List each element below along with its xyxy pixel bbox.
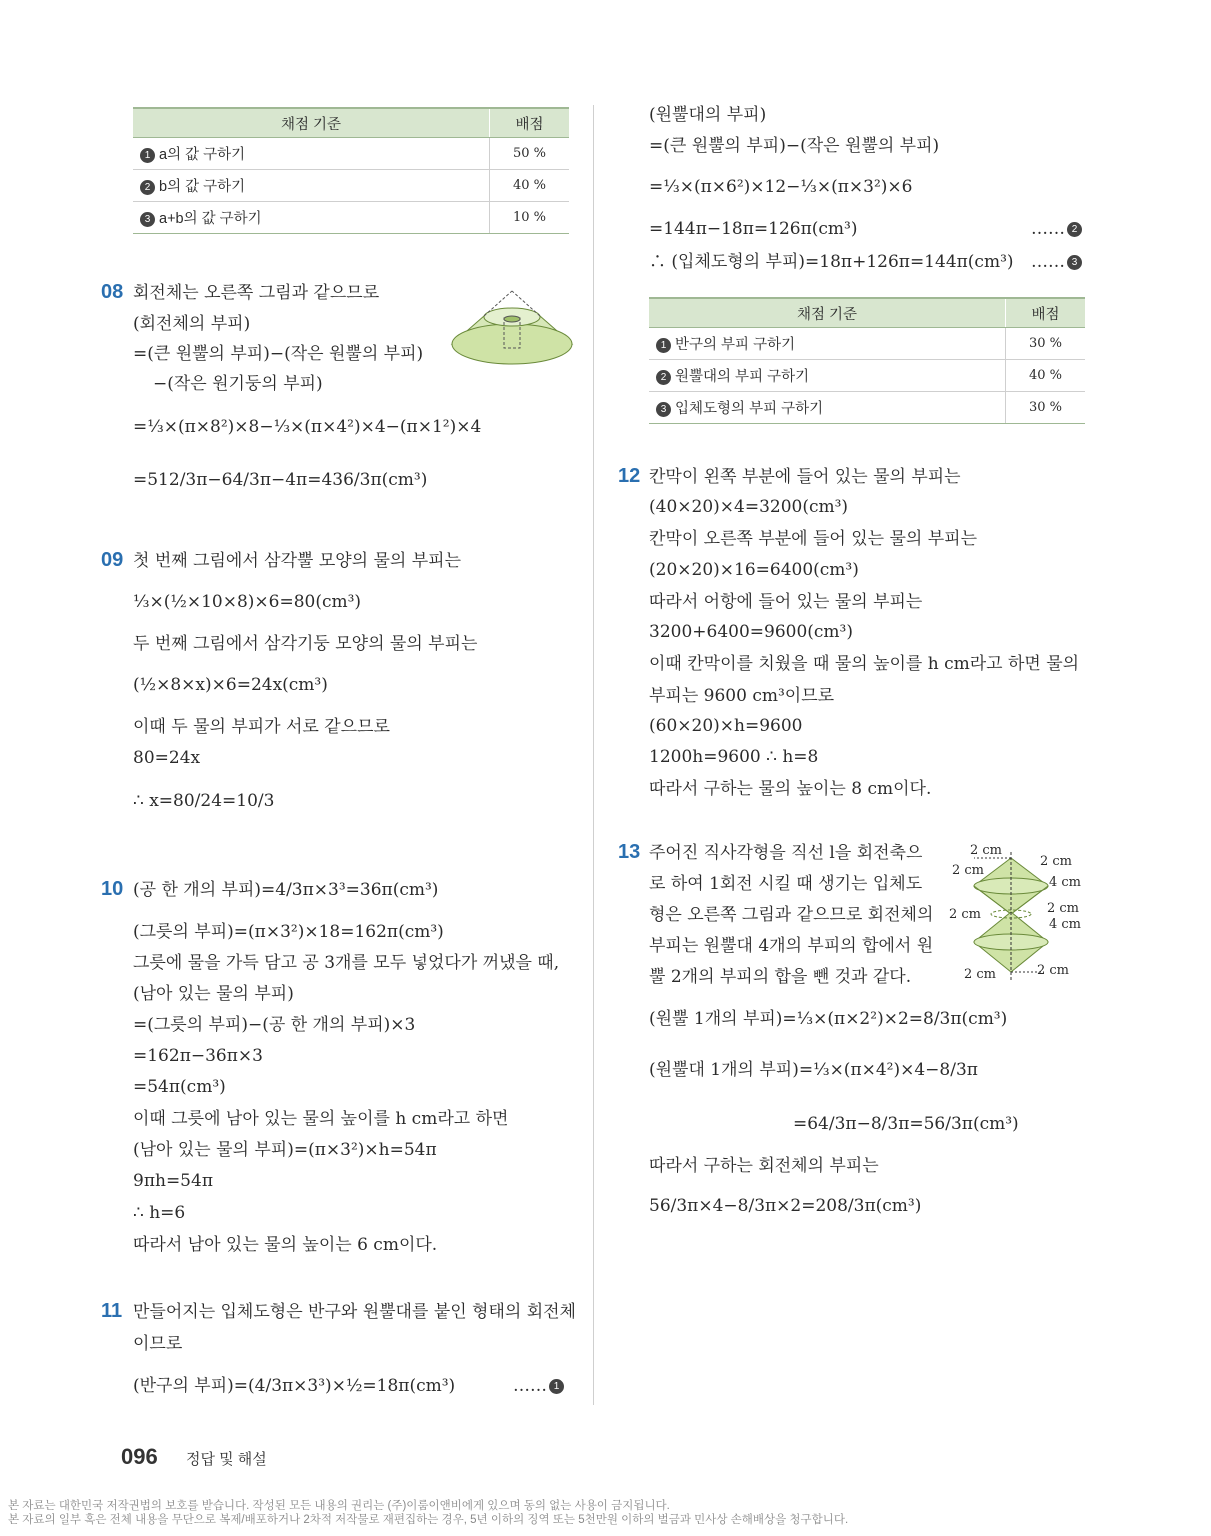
p10-line: =162π−36π×3	[133, 1046, 263, 1066]
copyright-notice-1: 본 자료는 대한민국 저작권법의 보호를 받습니다. 작성된 모든 내용의 권리는 (주)이룸이앤비에게 있으며 동의 없는 사용이 금지됩니다.	[8, 1500, 670, 1512]
p11-line: =⅓×(π×6²)×12−⅓×(π×3²)×6	[649, 177, 913, 197]
p08-line: =(큰 원뿔의 부피)−(작은 원뿔의 부피)	[133, 344, 424, 364]
fig13-label: 2 cm	[1047, 901, 1080, 916]
p13-line: =64/3π−8/3π=56/3π(cm³)	[793, 1114, 1019, 1134]
p13-line: (원뿔대 1개의 부피)=⅓×(π×4²)×4−8/3π	[649, 1060, 978, 1080]
p11-line: =(큰 원뿔의 부피)−(작은 원뿔의 부피)	[649, 136, 940, 156]
p12-line: 칸막이 오른쪽 부분에 들어 있는 물의 부피는	[649, 529, 978, 549]
p13-line: 형은 오른쪽 그림과 같으므로 회전체의	[649, 905, 934, 925]
fig13-label: 4 cm	[1049, 917, 1082, 932]
p10-line: =(그릇의 부피)−(공 한 개의 부피)×3	[133, 1015, 416, 1035]
p09-line: 첫 번째 그림에서 삼각뿔 모양의 물의 부피는	[133, 551, 462, 571]
p10-line: 9πh=54π	[133, 1171, 213, 1191]
solid-of-revolution-figure-08	[450, 288, 574, 372]
p10-line: 그릇에 물을 가득 담고 공 3개를 모두 넣었다가 꺼냈을 때,	[133, 953, 560, 973]
p10-line: (남아 있는 물의 부피)	[133, 984, 294, 1004]
fig13-label: 2 cm	[952, 863, 985, 878]
p09-line: ∴ x=80/24=10/3	[133, 791, 275, 811]
p12-line: 1200h=9600 ∴ h=8	[649, 747, 819, 767]
table-head-criteria: 채점 기준	[133, 108, 490, 138]
p08-line: (회전체의 부피)	[133, 314, 251, 334]
table-row: 1 반구의 부피 구하기 30 %	[649, 328, 1085, 360]
table-head-criteria: 채점 기준	[649, 298, 1006, 328]
p08-line: =512/3π−64/3π−4π=436/3π(cm³)	[133, 470, 428, 490]
p11-line: =144π−18π=126π(cm³)	[649, 219, 858, 239]
p09-line: ⅓×(½×10×8)×6=80(cm³)	[133, 592, 362, 612]
problem-number-13: 13	[618, 841, 641, 863]
page-number: 096	[121, 1444, 158, 1469]
p13-line: 따라서 구하는 회전체의 부피는	[649, 1156, 879, 1176]
p13-line: 56/3π×4−8/3π×2=208/3π(cm³)	[649, 1196, 922, 1216]
p09-line: 두 번째 그림에서 삼각기둥 모양의 물의 부피는	[133, 634, 478, 654]
p12-line: 따라서 구하는 물의 높이는 8 cm이다.	[649, 779, 932, 799]
p11-mark-1: …… 1	[513, 1374, 568, 1398]
p10-line: (공 한 개의 부피)=4/3π×3³=36π(cm³)	[133, 880, 439, 900]
p12-line: 따라서 어항에 들어 있는 물의 부피는	[649, 592, 923, 612]
problem-number-09: 09	[101, 549, 124, 571]
p12-line: 3200+6400=9600(cm³)	[649, 622, 853, 642]
table-row: 3 a+b의 값 구하기 10 %	[133, 202, 569, 234]
scoring-table-1	[133, 107, 569, 234]
p11-line: 만들어지는 입체도형은 반구와 원뿔대를 붙인 형태의 회전체	[133, 1302, 576, 1322]
problem-number-11: 11	[101, 1300, 123, 1322]
fig13-label: 2 cm	[949, 907, 982, 922]
fig13-label: 2 cm	[1037, 963, 1070, 978]
scoring-table-2	[649, 297, 1085, 424]
table-row: 2 원뿔대의 부피 구하기 40 %	[649, 360, 1085, 392]
p13-line: 주어진 직사각형을 직선 l을 회전축으	[649, 843, 923, 863]
p11-mark-2: …… 2	[1031, 217, 1086, 241]
p12-line: (40×20)×4=3200(cm³)	[649, 497, 849, 517]
p12-line: 이때 칸막이를 치웠을 때 물의 높이를 h cm라고 하면 물의	[649, 654, 1080, 674]
p08-line: 회전체는 오른쪽 그림과 같으므로	[133, 283, 380, 303]
p10-line: (그릇의 부피)=(π×3²)×18=162π(cm³)	[133, 922, 444, 942]
p10-line: =54π(cm³)	[133, 1077, 226, 1097]
p11-line: 이므로	[133, 1334, 183, 1354]
problem-number-12: 12	[618, 465, 641, 487]
p10-line: ∴ h=6	[133, 1203, 186, 1223]
problem-number-10: 10	[101, 878, 124, 900]
table-row: 2 b의 값 구하기 40 %	[133, 170, 569, 202]
p11-line: (반구의 부피)=(4/3π×3³)×½=18π(cm³)	[133, 1376, 456, 1396]
p11-line: ∴ (입체도형의 부피)=18π+126π=144π(cm³)	[649, 252, 1014, 272]
table-head-points: 배점	[1006, 298, 1086, 328]
table-head-points: 배점	[490, 108, 570, 138]
column-divider	[593, 105, 594, 1405]
table-row: 3 입체도형의 부피 구하기 30 %	[649, 392, 1085, 424]
p12-line: 부피는 9600 cm³이므로	[649, 686, 835, 706]
p10-line: (남아 있는 물의 부피)=(π×3²)×h=54π	[133, 1140, 437, 1160]
p12-line: (20×20)×16=6400(cm³)	[649, 560, 859, 580]
problem-number-08: 08	[101, 281, 124, 303]
p10-line: 따라서 남아 있는 물의 높이는 6 cm이다.	[133, 1235, 438, 1255]
p08-line: =⅓×(π×8²)×8−⅓×(π×4²)×4−(π×1²)×4	[133, 417, 482, 437]
p13-line: 부피는 원뿔대 4개의 부피의 합에서 원	[649, 936, 934, 956]
p13-line: 로 하여 1회전 시킬 때 생기는 입체도	[649, 874, 923, 894]
p11-line: (원뿔대의 부피)	[649, 105, 767, 125]
table-row: 1 a의 값 구하기 50 %	[133, 138, 569, 170]
p09-line: 이때 두 물의 부피가 서로 같으므로	[133, 717, 390, 737]
fig13-label: 2 cm	[964, 967, 997, 982]
page-title: 정답 및 해설	[186, 1451, 267, 1468]
p10-line: 이때 그릇에 남아 있는 물의 높이를 h cm라고 하면	[133, 1109, 509, 1129]
p08-line: −(작은 원기둥의 부피)	[153, 374, 323, 394]
p09-line: 80=24x	[133, 748, 201, 768]
fig13-label: 2 cm	[1040, 854, 1073, 869]
fig13-label: 4 cm	[1049, 875, 1082, 890]
p09-line: (½×8×x)×6=24x(cm³)	[133, 675, 328, 695]
p11-mark-3: …… 3	[1031, 250, 1086, 274]
p12-line: (60×20)×h=9600	[649, 716, 803, 736]
copyright-notice-2: 본 자료의 일부 혹은 전체 내용을 무단으로 복제/배포하거나 2차적 저작물로 재편집하는 경우, 5년 이하의 징역 또는 5천만원 이하의 벌금과 민사상 손해배상을 청구합니다.	[8, 1514, 849, 1526]
p12-line: 칸막이 왼쪽 부분에 들어 있는 물의 부피는	[649, 467, 961, 487]
p13-line: 뿔 2개의 부피의 합을 뺀 것과 같다.	[649, 967, 912, 987]
p13-line: (원뿔 1개의 부피)=⅓×(π×2²)×2=8/3π(cm³)	[649, 1009, 1008, 1029]
fig13-label: 2 cm	[970, 843, 1003, 858]
